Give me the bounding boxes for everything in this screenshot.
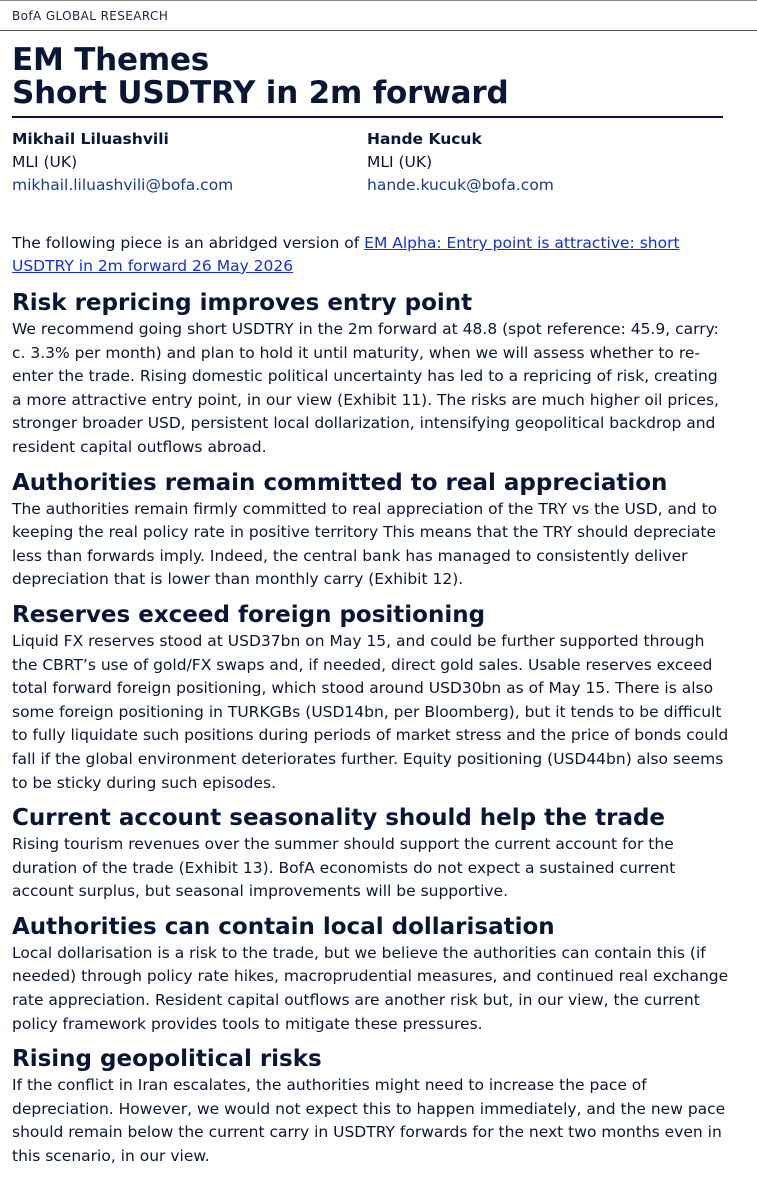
section-body: Liquid FX reserves stood at USD37bn on May 15, and could be further supported through the CBRT’s use of gold/FX swaps and, if needed, direct gold sales. Usable reserves exceed total forward foreign positioning, which stood around USD30bn as of May 15. There is also some foreign positioning in TURKGBs (USD14bn, per Bloomberg), but it tends to be difficult to fully liquidate such positions during periods of market stress and the price of bonds could fall if the global environment deteriorates further. Equity positioning (USD44bn) also seems to be sticky during such episodes. (12, 631, 729, 792)
author-email[interactable]: mikhail.liluashvili@bofa.com (12, 176, 234, 194)
section-body: We recommend going short USDTRY in the 2m forward at 48.8 (spot reference: 45.9, carry: c. 3.3% per month) and plan to hold it until maturity, when we will assess whether to re-enter the trade. Rising domestic political uncertainty has led to a repricing of risk, creating a more attractive entry point, in our view (Exhibit 11). The risks are much higher oil prices, stronger broader USD, persistent local dollarization, intensifying geopolitical backdrop and resident capital outflows abroad. (12, 320, 719, 456)
intro-text: The following piece is an abridged version of (12, 234, 365, 252)
author-name: Hande Kucuk (367, 130, 482, 148)
title-line-1: EM Themes (12, 42, 210, 78)
section-body: The authorities remain firmly committed to real appreciation of the TRY vs the USD, and to keeping the real policy rate in positive territory This means that the TRY should depreciate less than forwards imply. Indeed, the central bank has managed to consistently deliver depreciation that is lower than monthly carry (Exhibit 12). (12, 499, 718, 589)
intro-paragraph (12, 232, 732, 278)
author-name: Mikhail Liluashvili (12, 130, 169, 148)
section-body: If the conflict in Iran escalates, the authorities might need to increase the pace of depreciation. However, we would not expect this to happen immediately, and the new pace should remain below the current carry in USDTRY forwards for the next two months even in this scenario, in our view. (12, 1076, 726, 1166)
header-divider (0, 30, 757, 31)
section-current-account (12, 803, 732, 904)
section-risk-repricing (12, 288, 732, 460)
top-divider (0, 0, 757, 1)
section-heading: Risk repricing improves entry point (12, 290, 473, 316)
title-divider (12, 116, 723, 118)
page-title (12, 44, 508, 110)
author-block-2 (367, 128, 554, 197)
section-heading: Current account seasonality should help the trade (12, 805, 666, 832)
source-report-link[interactable]: EM Alpha: Entry point is attractive: short USDTRY in 2m forward 26 May 2026 (12, 234, 680, 275)
section-heading: Authorities remain committed to real appreciation (12, 469, 668, 496)
brand-label: BofA GLOBAL RESEARCH (12, 9, 169, 23)
section-reserves (12, 600, 732, 795)
author-email[interactable]: hande.kucuk@bofa.com (367, 176, 554, 194)
article-body (12, 288, 732, 1177)
author-org: MLI (UK) (367, 153, 433, 171)
section-body: Rising tourism revenues over the summer should support the current account for the duration of the trade (Exhibit 13). BofA economists do not expect a sustained current account surplus, but seasonal improvements will be supportive. (12, 835, 676, 901)
section-body: Local dollarisation is a risk to the trade, but we believe the authorities can contain this (if needed) through policy rate hikes, macroprudential measures, and continued real exchange rate appreciation. Resident capital outflows are another risk but, in our view, the current policy framework provides tools to mitigate these pressures. (12, 943, 729, 1033)
section-geopolitical (12, 1044, 732, 1168)
section-heading: Reserves exceed foreign positioning (12, 601, 486, 628)
section-heading: Rising geopolitical risks (12, 1046, 322, 1073)
title-line-2: Short USDTRY in 2m forward (12, 75, 509, 111)
author-org: MLI (UK) (12, 153, 78, 171)
section-heading: Authorities can contain local dollarisation (12, 913, 555, 940)
author-block-1 (12, 128, 233, 197)
section-dollarisation (12, 912, 732, 1036)
section-real-appreciation (12, 468, 732, 592)
